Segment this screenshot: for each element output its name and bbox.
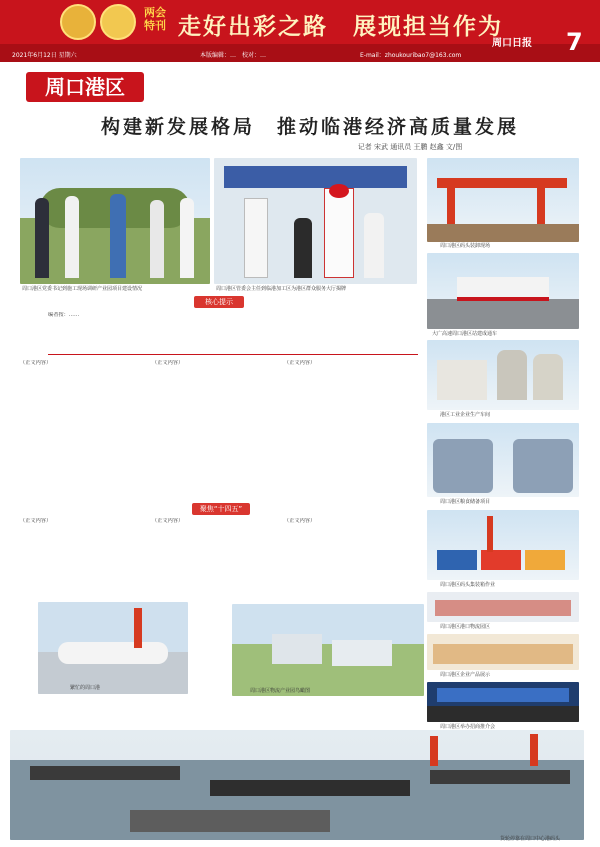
photo-unveiling (214, 158, 417, 284)
photo-highway (427, 253, 579, 329)
photo-logistics (427, 592, 579, 622)
caption-photo7: 周口港区码头集装箱作业 (440, 582, 496, 588)
editor-line: 本版编辑：… 校对：… (200, 52, 267, 59)
divider (48, 354, 418, 355)
caption-photo1: 周口港区党委书记到施工现场调研产业园项目建设情况 (22, 286, 143, 292)
paper-name: 周口日报 (492, 38, 532, 49)
caption-photo4: 大广高速周口港区站建成通车 (432, 331, 498, 337)
badge-line1: 两会 (144, 6, 166, 19)
sub-head-plan: 聚焦“十四五” (192, 503, 250, 515)
caption-photo8: 周口港区港口物流园区 (440, 624, 491, 630)
masthead-slogan: 走好出彩之路 展现担当作为 (178, 13, 503, 40)
caption-photo11: 繁忙的周口港 (70, 685, 101, 691)
body-col2: （正文内容） (152, 360, 184, 366)
caption-photo13: 货轮停靠在周口中心港码头 (500, 836, 561, 842)
body-col5: （正文内容） (152, 518, 184, 524)
body-col3: （正文内容） (284, 360, 316, 366)
photo-harbor-panorama (10, 730, 584, 840)
photo-containers (427, 510, 579, 580)
party-emblem-icon (100, 4, 136, 40)
caption-photo5: 港区工业企业生产车间 (440, 412, 491, 418)
photo-busy-port (38, 602, 188, 694)
page-number: 7 (566, 28, 583, 56)
caption-photo10: 周口港区举办招商推介会 (440, 724, 496, 730)
photo-factory (427, 340, 579, 410)
body-col4: （正文内容） (20, 518, 52, 524)
photo-officials-site (20, 158, 210, 284)
caption-photo6: 周口港区粮食储备项目 (440, 499, 491, 505)
intro-text: 编者按：…… (48, 312, 80, 318)
caption-photo12: 周口港区物流产业园鸟瞰图 (250, 688, 311, 694)
photo-products (427, 634, 579, 670)
caption-photo9: 周口港区企业产品展示 (440, 672, 491, 678)
national-emblem-icon (60, 4, 96, 40)
photo-grain-silos (427, 423, 579, 497)
caption-photo2: 周口港区管委会主任到临港加工区为港区群众服务大厅揭牌 (216, 286, 347, 292)
main-title: 构建新发展格局 推动临港经济高质量发展 (100, 116, 519, 138)
badge-line2: 特刊 (144, 19, 166, 32)
byline: 记者 宋武 通讯员 王鹏 赵鑫 文/图 (357, 143, 463, 151)
caption-photo3: 周口港区码头装卸现场 (440, 243, 491, 249)
section-tag: 周口港区 (26, 72, 144, 102)
body-col6: （正文内容） (284, 518, 316, 524)
email: E-mail：zhoukouribao7@163.com (360, 52, 462, 59)
photo-aerial-park (232, 604, 424, 696)
photo-conference (427, 682, 579, 722)
masthead (0, 0, 600, 62)
issue-date: 2021年6月12日 星期六 (12, 52, 77, 59)
body-col1: （正文内容） (20, 360, 52, 366)
sub-head-core: 核心提示 (194, 296, 244, 308)
photo-crane-port (427, 158, 579, 242)
